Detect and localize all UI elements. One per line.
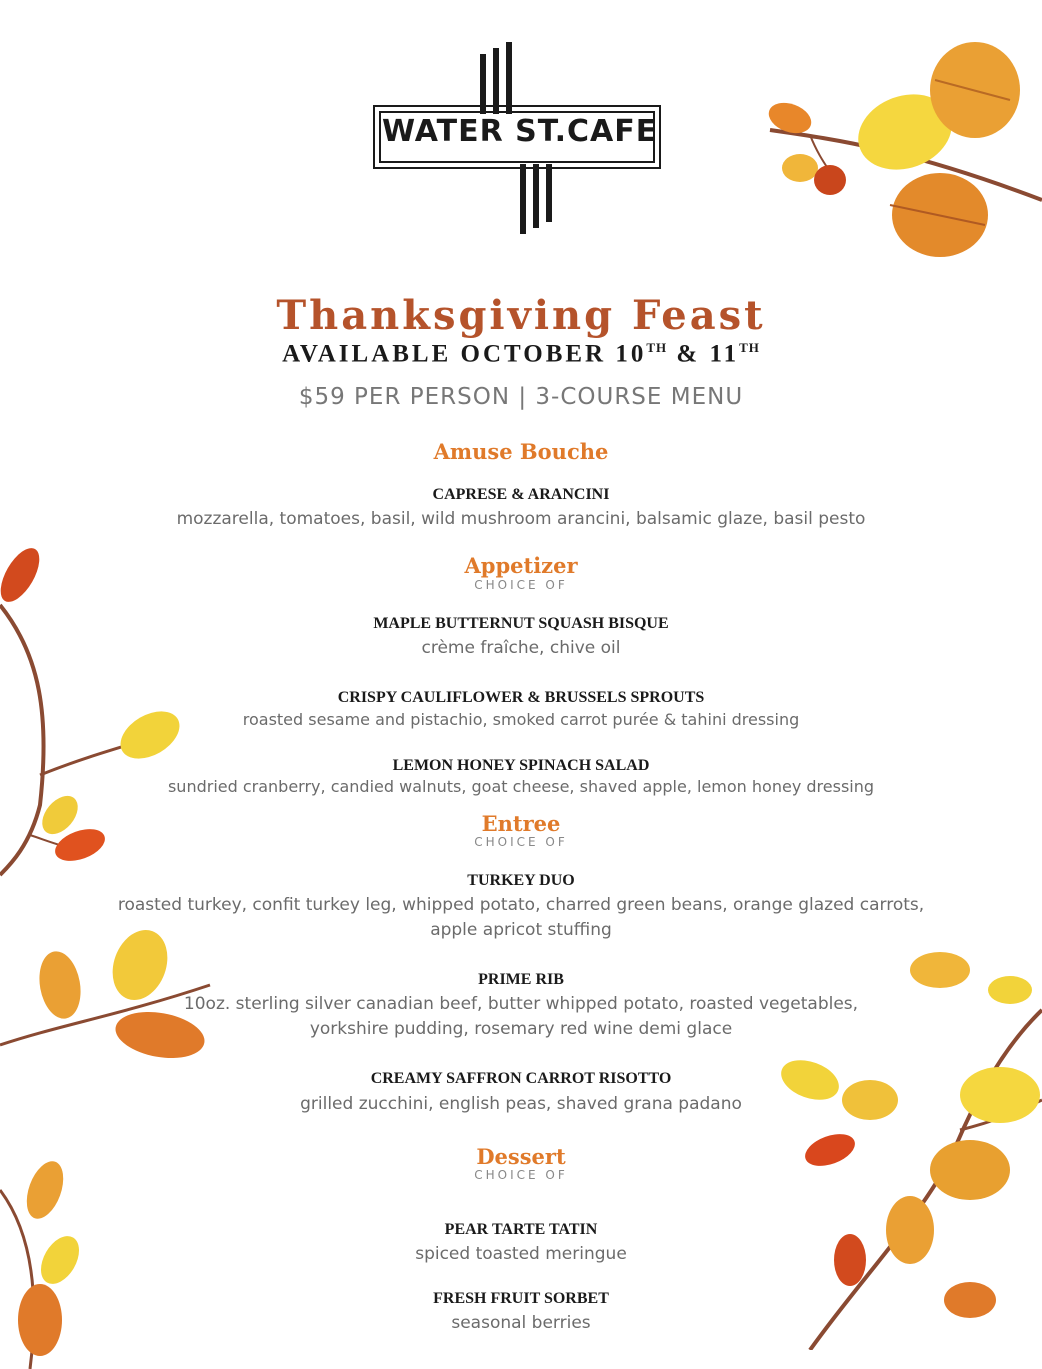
item-name: CRISPY CAULIFLOWER & BRUSSELS SPROUTS: [337, 689, 705, 706]
availability-line: AVAILABLE OCTOBER 10TH & 11TH: [282, 340, 760, 368]
item-description: grilled zucchini, english peas, shaved grana padano: [300, 1094, 742, 1114]
choice-label: CHOICE OF: [474, 1168, 568, 1182]
item-description-line2: yorkshire pudding, rosemary red wine demi glace: [309, 1019, 733, 1039]
logo-text: WATER ST.CAFE: [382, 114, 658, 149]
choice-label: CHOICE OF: [474, 578, 568, 592]
item-name: CREAMY SAFFRON CARROT RISOTTO: [370, 1070, 672, 1087]
section-title-entree: Entree: [481, 811, 561, 836]
item-description: 10oz. sterling silver canadian beef, butter whipped potato, roasted vegetables,: [183, 994, 859, 1014]
section-title-amuse: Amuse Bouche: [433, 439, 609, 464]
price-line: $59 PER PERSON | 3-COURSE MENU: [298, 384, 744, 410]
page-title: Thanksgiving Feast: [276, 292, 766, 339]
item-name: LEMON HONEY SPINACH SALAD: [392, 757, 650, 774]
section-title-dessert: Dessert: [476, 1144, 566, 1169]
item-description: crème fraîche, chive oil: [421, 638, 621, 658]
item-description: sundried cranberry, candied walnuts, goat cheese, shaved apple, lemon honey dressing: [167, 777, 875, 796]
item-name: TURKEY DUO: [467, 872, 575, 889]
choice-label: CHOICE OF: [474, 835, 568, 849]
item-description: roasted turkey, confit turkey leg, whipped potato, charred green beans, orange glazed carrots,: [117, 895, 925, 915]
item-name: CAPRESE & ARANCINI: [432, 486, 610, 503]
leaves-top-right-decoration: [760, 20, 1042, 260]
item-name: MAPLE BUTTERNUT SQUASH BISQUE: [373, 615, 669, 632]
item-description: mozzarella, tomatoes, basil, wild mushroom arancini, balsamic glaze, basil pesto: [176, 509, 866, 529]
item-name: PRIME RIB: [478, 971, 564, 988]
item-name: PEAR TARTE TATIN: [444, 1221, 598, 1238]
item-description: spiced toasted meringue: [415, 1244, 627, 1264]
item-description: roasted sesame and pistachio, smoked carrot purée & tahini dressing: [242, 710, 800, 729]
item-description-line2: apple apricot stuffing: [430, 920, 612, 940]
cafe-logo: [372, 42, 662, 234]
item-description: seasonal berries: [451, 1313, 591, 1333]
section-title-appetizer: Appetizer: [464, 553, 578, 578]
item-name: FRESH FRUIT SORBET: [433, 1290, 609, 1307]
